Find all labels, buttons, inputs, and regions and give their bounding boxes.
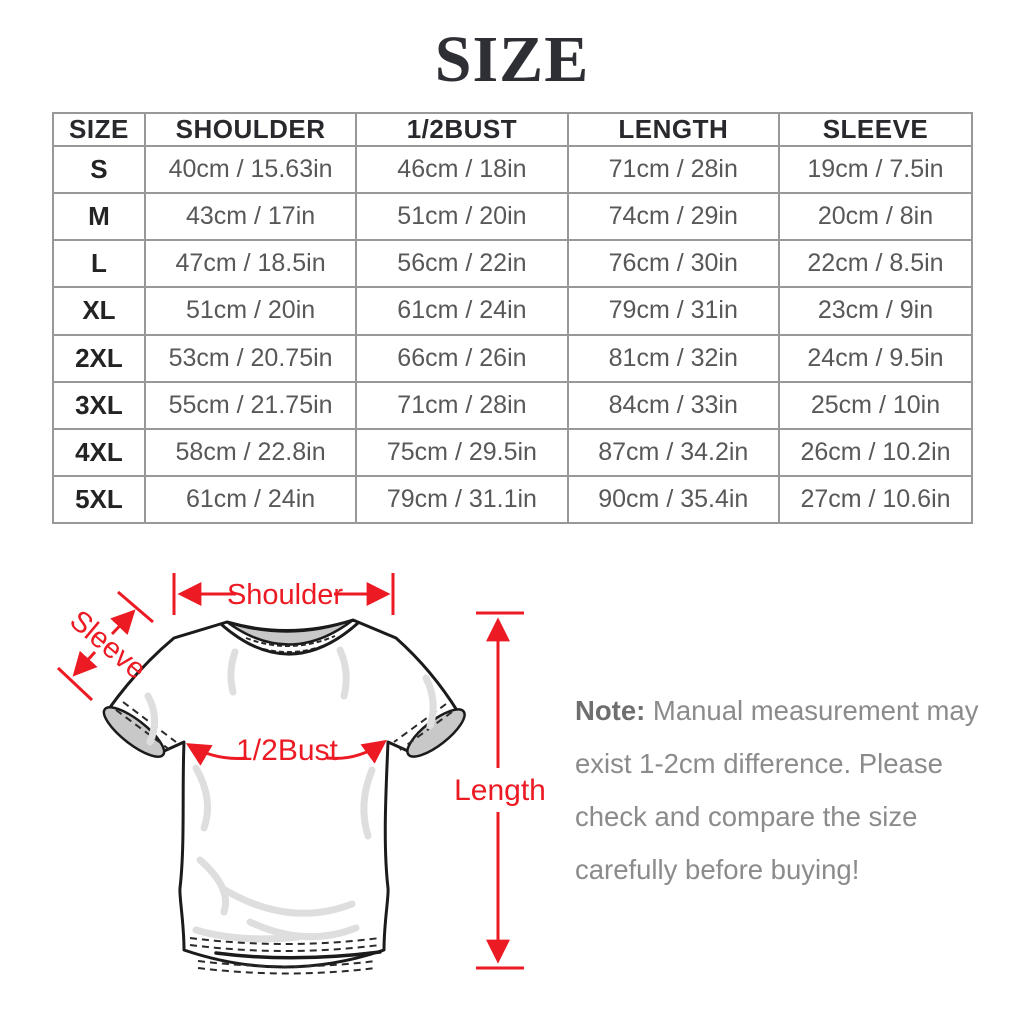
cell-sleeve: 20cm / 8in	[779, 193, 972, 240]
half-bust-label: 1/2Bust	[236, 734, 338, 767]
cell-sleeve: 24cm / 9.5in	[779, 335, 972, 382]
sleeve-label: Sleeve	[63, 604, 153, 686]
cell-size: S	[53, 146, 145, 193]
cell-length: 76cm / 30in	[568, 240, 779, 287]
cell-half-bust: 75cm / 29.5in	[356, 429, 567, 476]
cell-length: 84cm / 33in	[568, 382, 779, 429]
cell-half-bust: 51cm / 20in	[356, 193, 567, 240]
cell-size: 3XL	[53, 382, 145, 429]
header-cell-shoulder: SHOULDER	[145, 113, 356, 146]
cell-size: XL	[53, 287, 145, 334]
cell-length: 87cm / 34.2in	[568, 429, 779, 476]
cell-size: 2XL	[53, 335, 145, 382]
header-cell-sleeve: SLEEVE	[779, 113, 972, 146]
cell-length: 81cm / 32in	[568, 335, 779, 382]
cell-sleeve: 23cm / 9in	[779, 287, 972, 334]
table-header-row	[53, 113, 972, 146]
shoulder-label: Shoulder	[226, 579, 344, 611]
cell-shoulder: 53cm / 20.75in	[145, 335, 356, 382]
note	[575, 684, 980, 896]
cell-sleeve: 22cm / 8.5in	[779, 240, 972, 287]
table-row	[53, 240, 972, 287]
cell-size: 5XL	[53, 476, 145, 523]
length-label: Length	[454, 774, 546, 807]
cell-size: 4XL	[53, 429, 145, 476]
cell-shoulder: 47cm / 18.5in	[145, 240, 356, 287]
cell-sleeve: 26cm / 10.2in	[779, 429, 972, 476]
cell-half-bust: 56cm / 22in	[356, 240, 567, 287]
cell-shoulder: 43cm / 17in	[145, 193, 356, 240]
table-row	[53, 476, 972, 523]
header-cell-length: LENGTH	[568, 113, 779, 146]
table-row	[53, 335, 972, 382]
cell-half-bust: 79cm / 31.1in	[356, 476, 567, 523]
cell-sleeve: 27cm / 10.6in	[779, 476, 972, 523]
cell-half-bust: 71cm / 28in	[356, 382, 567, 429]
header-cell-half-bust: 1/2BUST	[356, 113, 567, 146]
table-row	[53, 287, 972, 334]
length-dimension	[454, 613, 546, 968]
cell-size: L	[53, 240, 145, 287]
note-text: Manual measurement may exist 1-2cm difference. Please check and compare the size carefully before buying!	[575, 695, 979, 885]
table-row	[53, 193, 972, 240]
note-label: Note:	[575, 695, 646, 726]
cell-shoulder: 40cm / 15.63in	[145, 146, 356, 193]
cell-length: 90cm / 35.4in	[568, 476, 779, 523]
page-title: SIZE	[434, 23, 590, 96]
cell-length: 71cm / 28in	[568, 146, 779, 193]
header-cell-size: SIZE	[53, 113, 145, 146]
tshirt-illustration	[97, 620, 471, 974]
cell-shoulder: 61cm / 24in	[145, 476, 356, 523]
cell-length: 74cm / 29in	[568, 193, 779, 240]
cell-half-bust: 61cm / 24in	[356, 287, 567, 334]
cell-size: M	[53, 193, 145, 240]
cell-sleeve: 25cm / 10in	[779, 382, 972, 429]
table-row	[53, 146, 972, 193]
size-table-body	[53, 146, 972, 523]
size-table	[52, 112, 973, 524]
cell-shoulder: 55cm / 21.75in	[145, 382, 356, 429]
cell-half-bust: 46cm / 18in	[356, 146, 567, 193]
cell-sleeve: 19cm / 7.5in	[779, 146, 972, 193]
table-row	[53, 382, 972, 429]
cell-shoulder: 51cm / 20in	[145, 287, 356, 334]
shoulder-dimension	[174, 573, 393, 615]
cell-length: 79cm / 31in	[568, 287, 779, 334]
table-row	[53, 429, 972, 476]
cell-half-bust: 66cm / 26in	[356, 335, 567, 382]
cell-shoulder: 58cm / 22.8in	[145, 429, 356, 476]
